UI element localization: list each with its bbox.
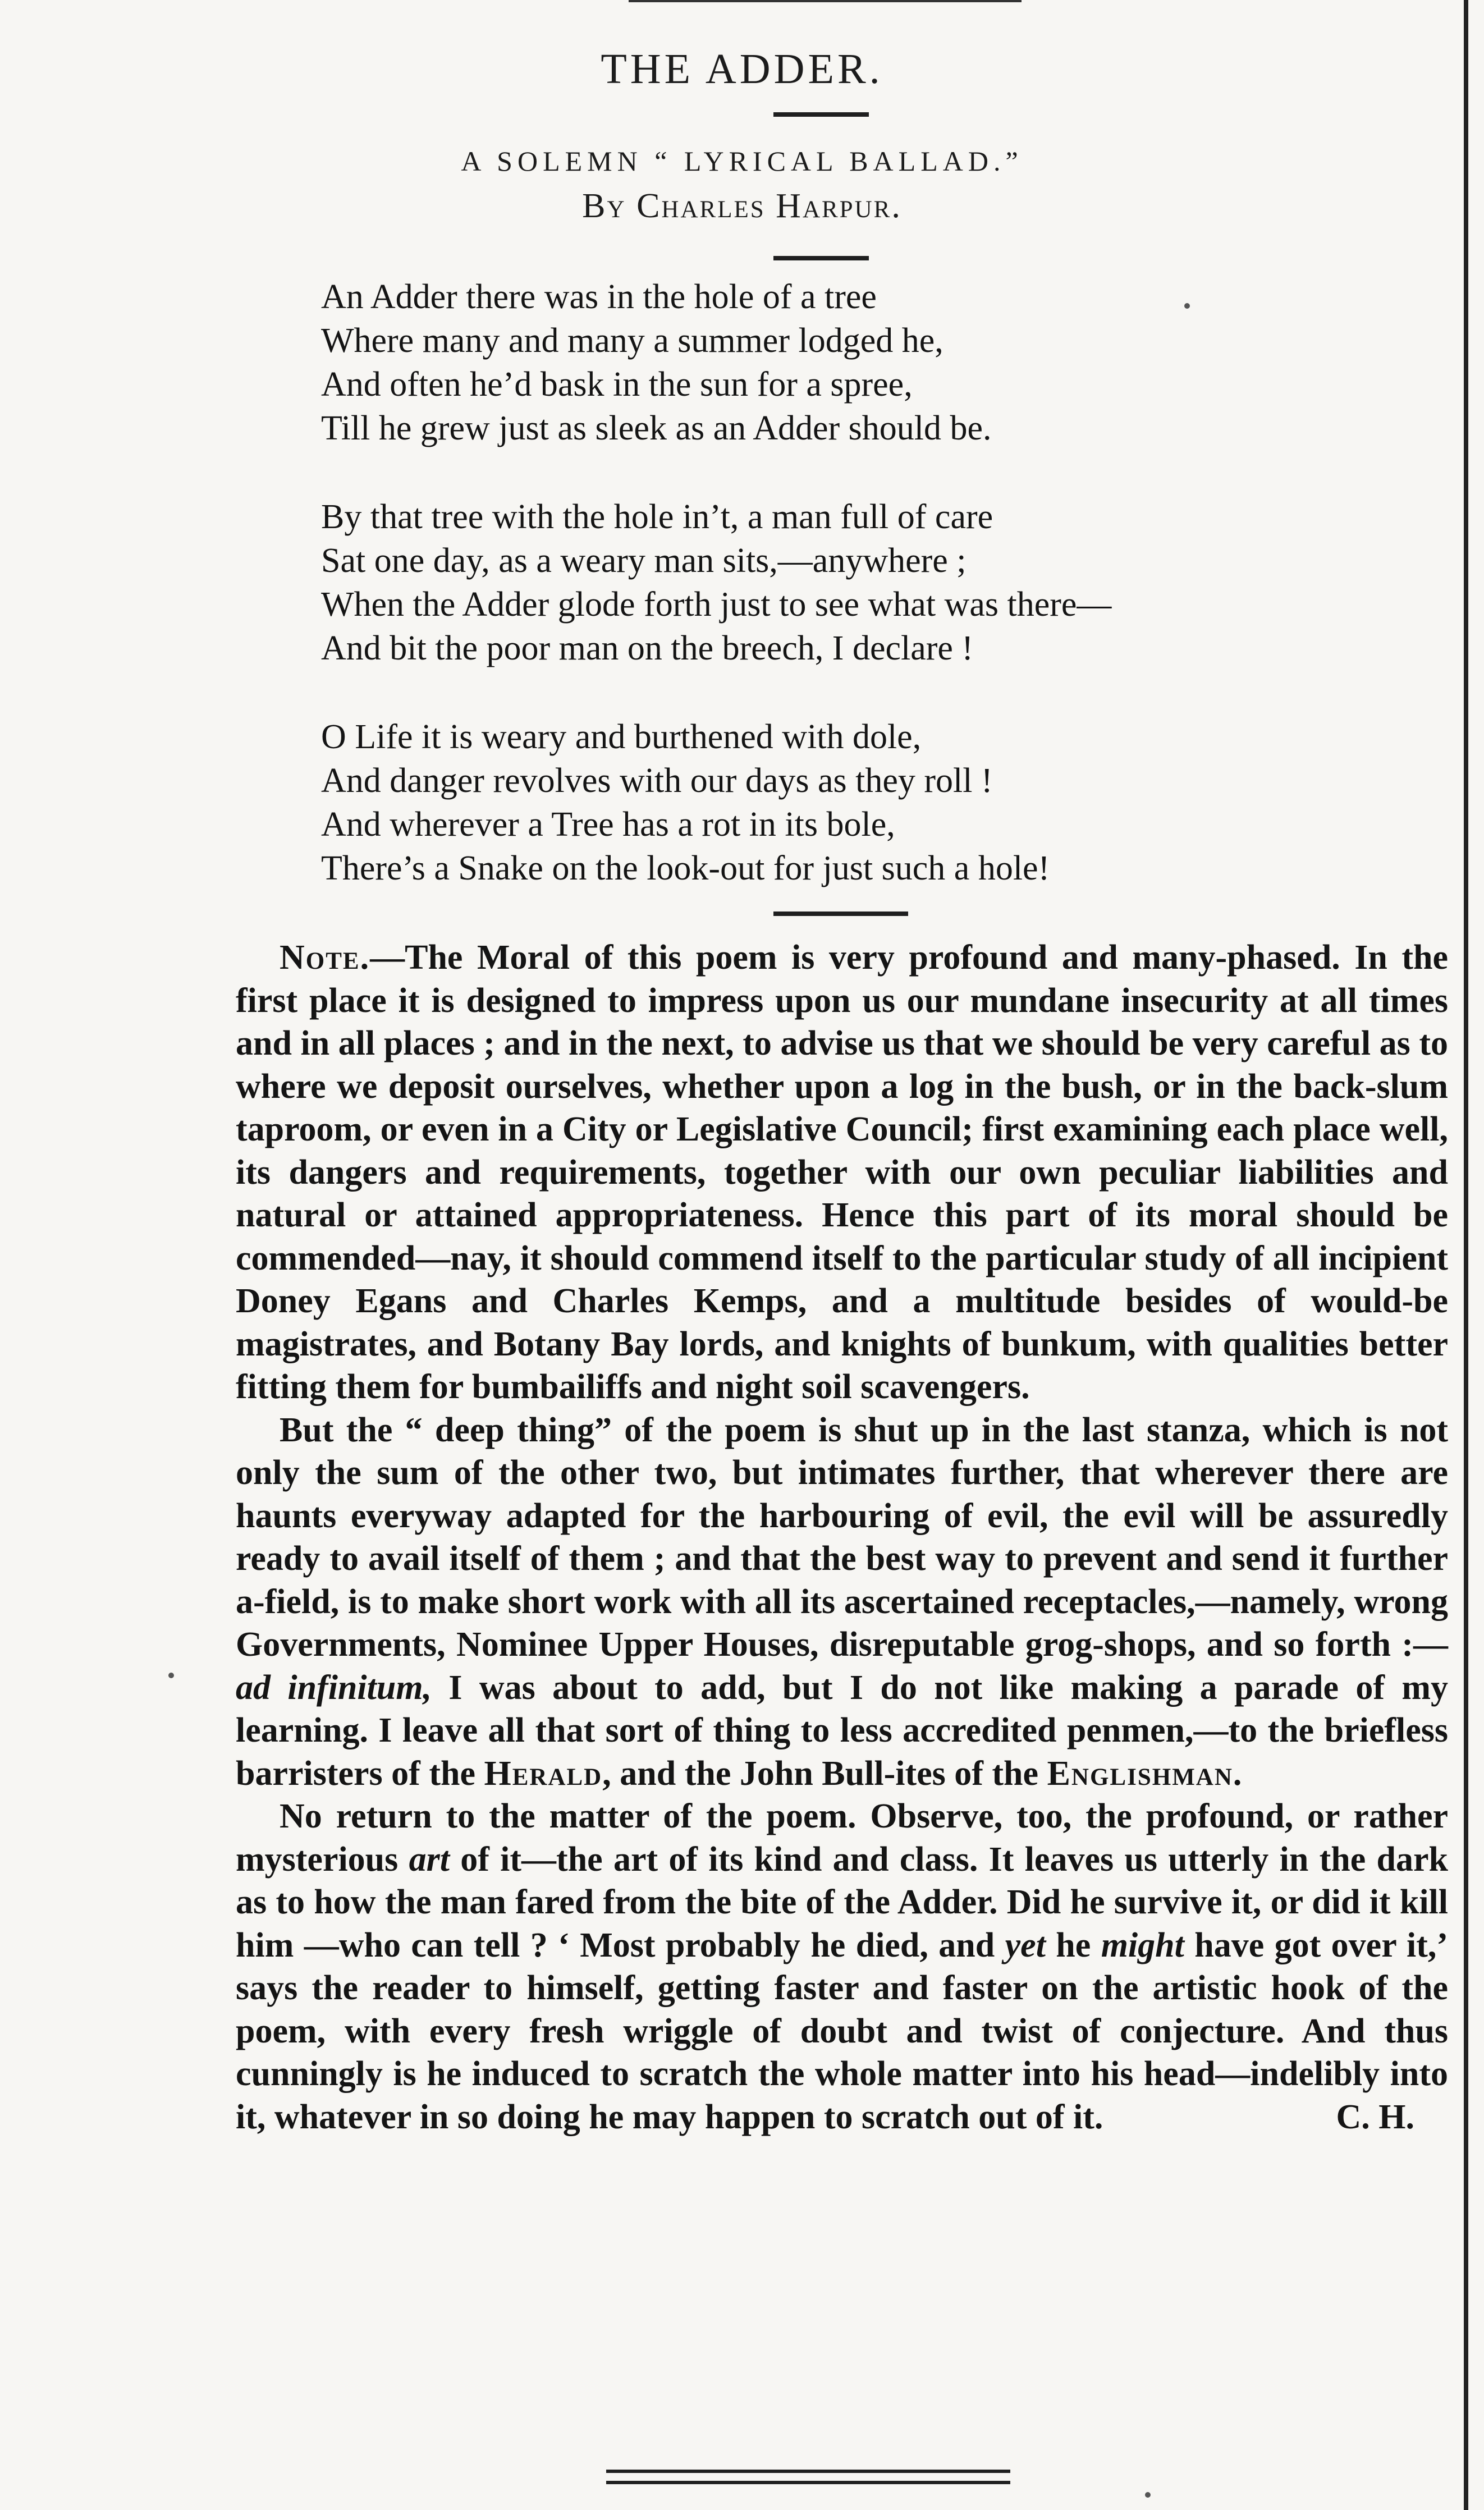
- top-rule: [629, 0, 1022, 2]
- poem-line: By that tree with the hole in’t, a man full of care: [321, 498, 993, 536]
- poem-line: And danger revolves with our days as they roll !: [321, 762, 993, 800]
- note-lead: Note.: [280, 938, 370, 977]
- note-italic: ad infinitum,: [236, 1668, 432, 1707]
- poem-stanza: [321, 495, 1444, 670]
- poem-separator: [773, 912, 908, 916]
- note-text: I was about to add, but I do not like making a parade of my learning. I leave all that sort of thing to less accredited penmen,—to the briefless barristers of the: [236, 1668, 1448, 1793]
- note-text: No return to the matter of the poem. Observe, too, the profound, or rather mysterious: [236, 1797, 1448, 1879]
- note-text: —The Moral of this poem is very profound and many-phased. In the first place it is designed to impress upon us our mundane insecurity at all times and in all places ; and in the next, to advise us that we should be very careful as to where we deposit ourselves, whether upon a log in the bush, or in the back-slum taproom, or even in a City or Legislative Council; first examining each place well, its dangers and requirements, together with our own peculiar liabilities and natural or attained appropriateness. Hence this part of its moral should be commended—nay, it should commend itself to the particular study of all incipient Doney Egans and Charles Kemps, and a multitude besides of would-be magistrates, and Botany Bay lords, and knights of bunkum, with qualities better fitting them for bumbailiffs and night soil scavengers.: [236, 938, 1448, 1406]
- note-text: .: [1233, 1754, 1242, 1793]
- article-title: THE ADDER.: [601, 45, 883, 93]
- note-paragraph: [236, 1795, 1448, 2138]
- poem-line: And bit the poor man on the breech, I declare !: [321, 629, 974, 667]
- poem-line: An Adder there was in the hole of a tree: [321, 278, 877, 316]
- ink-speck: [168, 1673, 174, 1678]
- poem-line: Where many and many a summer lodged he,: [321, 322, 943, 360]
- newspaper-name: Herald: [484, 1754, 603, 1793]
- column-rule: [1464, 0, 1468, 2510]
- article-author: By Charles Harpur.: [582, 187, 902, 225]
- poem-line: And wherever a Tree has a rot in its bole,: [321, 805, 895, 844]
- poem-stanza: [321, 715, 1444, 890]
- note-text: have got over it,’ says the reader to himself, getting faster and faster on the artistic hook of the poem, with every fresh wriggle of doubt and twist of conjecture. And thus cunningly is he induced to scratch the whole matter into his head—indelibly into it, whatever in so doing he may happen to scratch out of it.: [236, 1926, 1449, 2136]
- poem-line: When the Adder glode forth just to see what was there—: [321, 585, 1112, 624]
- poem-line: There’s a Snake on the look-out for just such a hole!: [321, 849, 1050, 887]
- signature: C. H.: [1336, 2097, 1414, 2136]
- note-text: But the “ deep thing” of the poem is shut up in the last stanza, which is not only the sum of the other two, but intimates further, that wherever there are haunts everyway adapted for the harbouring of evil, the evil will be assuredly ready to avail itself of them ; and that the best way to prevent and send it further a-field, is to make short work with all its ascertained receptacles,—namely, wrong Governments, Nominee Upper Houses, disreputable grog-shops, and so forth :—: [236, 1410, 1448, 1664]
- poem: [321, 275, 1444, 935]
- note-italic: art: [409, 1840, 450, 1879]
- author-separator: [773, 256, 869, 260]
- note-italic: might: [1101, 1926, 1184, 1964]
- poem-line: Sat one day, as a weary man sits,—anywhere ;: [321, 542, 967, 580]
- ink-speck: [1184, 303, 1190, 309]
- note-text: , and the John Bull-ites of the: [602, 1754, 1047, 1793]
- title-separator: [773, 112, 869, 117]
- note-paragraph: [236, 1409, 1448, 1796]
- poem-stanza: [321, 275, 1444, 450]
- editorial-note: [236, 936, 1448, 2138]
- end-rule-bottom: [606, 2481, 1010, 2484]
- poem-line: And often he’d bask in the sun for a spree,: [321, 365, 913, 404]
- note-text: he: [1045, 1926, 1101, 1964]
- end-rule-top: [606, 2470, 1010, 2473]
- poem-line: O Life it is weary and burthened with dole,: [321, 718, 922, 756]
- article-subtitle: A SOLEMN “ LYRICAL BALLAD.”: [461, 145, 1023, 177]
- note-italic: yet: [1005, 1926, 1046, 1964]
- poem-line: Till he grew just as sleek as an Adder should be.: [321, 409, 992, 447]
- newspaper-name: Englishman: [1047, 1754, 1233, 1793]
- note-text: of it—the art of its kind and class. It leaves us utterly in the dark as to how the man fared from the bite of the Adder. Did he survive it, or did it kill him —who can tell ? ‘ Most probably he died, and: [236, 1840, 1449, 1964]
- note-paragraph: [236, 936, 1448, 1409]
- ink-speck: [1145, 2492, 1151, 2498]
